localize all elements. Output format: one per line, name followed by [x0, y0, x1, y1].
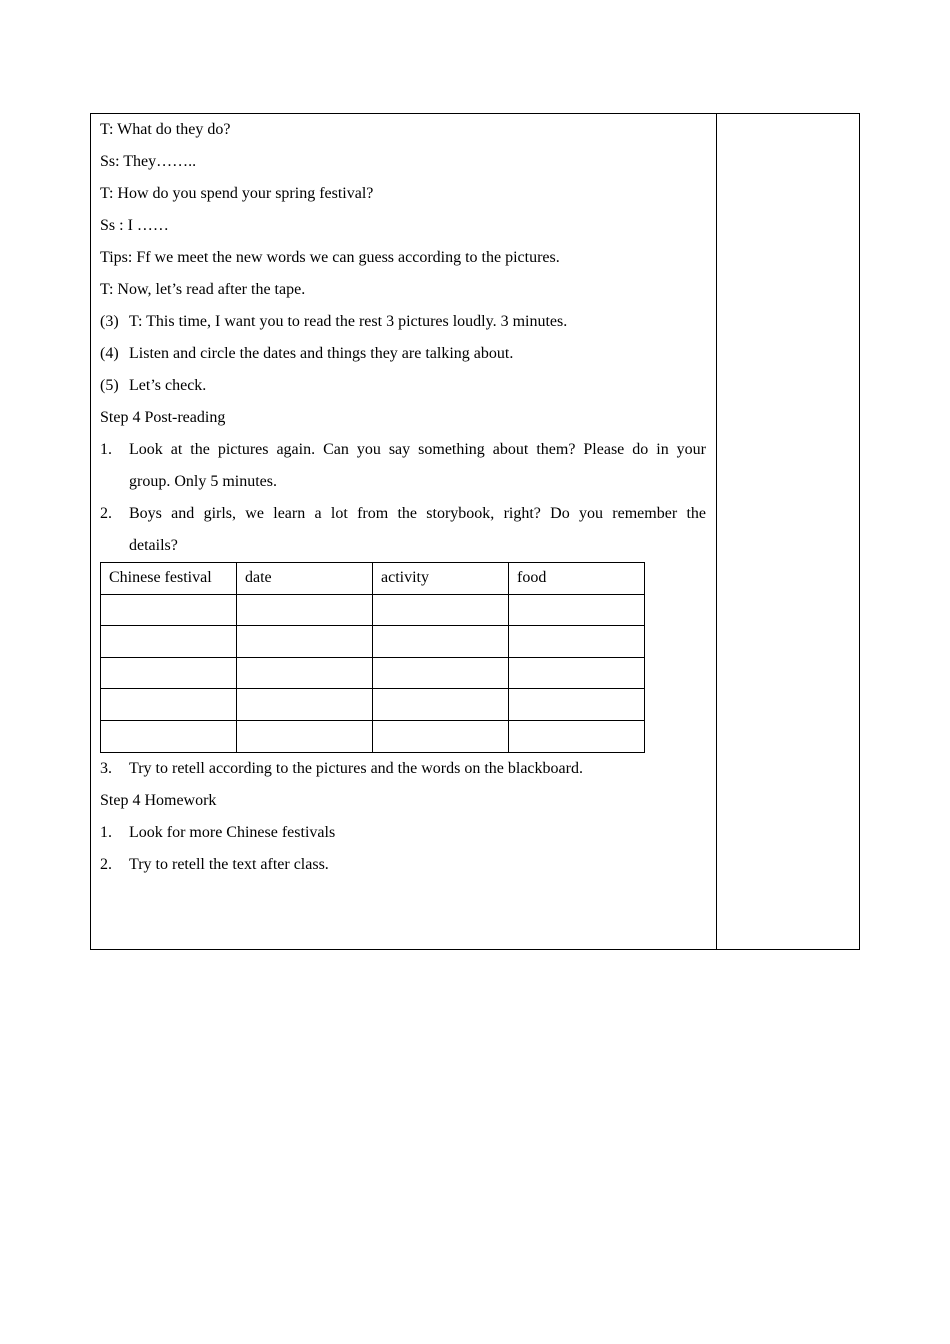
table-cell: [373, 657, 509, 689]
table-cell: [373, 720, 509, 752]
table-cell: [509, 594, 645, 626]
homework-item: [100, 849, 706, 881]
item-number: (4): [100, 345, 119, 362]
tips-line: Tips: Ff we meet the new words we can guess according to the pictures.: [100, 249, 560, 266]
table-header-cell: food: [509, 563, 645, 595]
table-cell: [373, 689, 509, 721]
numbered-item: [100, 370, 706, 402]
item-text: Look for more Chinese festivals: [129, 823, 336, 841]
item-text: Listen and circle the dates and things they are talking about.: [129, 345, 514, 362]
festival-table: [100, 562, 645, 753]
item-number: (5): [100, 377, 119, 394]
table-cell: [101, 626, 237, 658]
table-row: [101, 594, 645, 626]
step-heading: Step 4 Homework: [100, 791, 217, 809]
item-number: 3.: [100, 759, 112, 777]
item-number: 2.: [100, 505, 112, 522]
table-cell: [237, 594, 373, 626]
item-text: Try to retell according to the pictures and the words on the blackboard.: [129, 759, 583, 777]
post-item: [100, 498, 706, 530]
table-cell: [101, 657, 237, 689]
numbered-item: [100, 338, 706, 370]
item-text-continuation: details?: [129, 537, 178, 554]
dialogue-line: T: Now, let’s read after the tape.: [100, 281, 306, 298]
table-header-row: [101, 563, 645, 595]
table-cell: [509, 689, 645, 721]
table-cell: [509, 720, 645, 752]
dialogue-line: T: What do they do?: [100, 121, 231, 138]
post-item: [100, 434, 706, 466]
item-number: 2.: [100, 855, 112, 873]
table-cell: [101, 720, 237, 752]
dialogue-line: Ss: They……..: [100, 153, 197, 170]
table-row: [101, 657, 645, 689]
table-row: [101, 626, 645, 658]
homework-item: [100, 817, 706, 849]
table-cell: [237, 689, 373, 721]
item-text: Try to retell the text after class.: [129, 855, 329, 873]
item-text: Boys and girls, we learn a lot from the storybook, right? Do you remember the: [129, 505, 706, 522]
item-text-continuation: group. Only 5 minutes.: [129, 473, 277, 490]
dialogue-line: Ss : I ……: [100, 217, 169, 234]
column-divider: [716, 114, 717, 949]
table-header-cell: Chinese festival: [101, 563, 237, 595]
item-number: 1.: [100, 823, 112, 841]
item-number: 1.: [100, 441, 112, 458]
table-cell: [101, 689, 237, 721]
numbered-item: [100, 306, 706, 338]
lesson-plan-table: [90, 113, 860, 950]
table-cell: [237, 720, 373, 752]
table-cell: [509, 626, 645, 658]
table-cell: [237, 657, 373, 689]
table-cell: [509, 657, 645, 689]
table-row: [101, 689, 645, 721]
table-header-cell: activity: [373, 563, 509, 595]
item-text: Look at the pictures again. Can you say something about them? Please do in your: [129, 441, 706, 458]
item-text: Let’s check.: [129, 377, 207, 394]
table-cell: [101, 594, 237, 626]
table-header-cell: date: [237, 563, 373, 595]
table-cell: [237, 626, 373, 658]
item-text: T: This time, I want you to read the rest 3 pictures loudly. 3 minutes.: [129, 313, 568, 330]
table-cell: [373, 594, 509, 626]
table-row: [101, 720, 645, 752]
lesson-content-cell: [100, 114, 706, 881]
dialogue-line: T: How do you spend your spring festival?: [100, 185, 374, 202]
item-number: (3): [100, 313, 119, 330]
post-item: [100, 753, 706, 785]
table-cell: [373, 626, 509, 658]
step-heading: Step 4 Post-reading: [100, 409, 226, 426]
